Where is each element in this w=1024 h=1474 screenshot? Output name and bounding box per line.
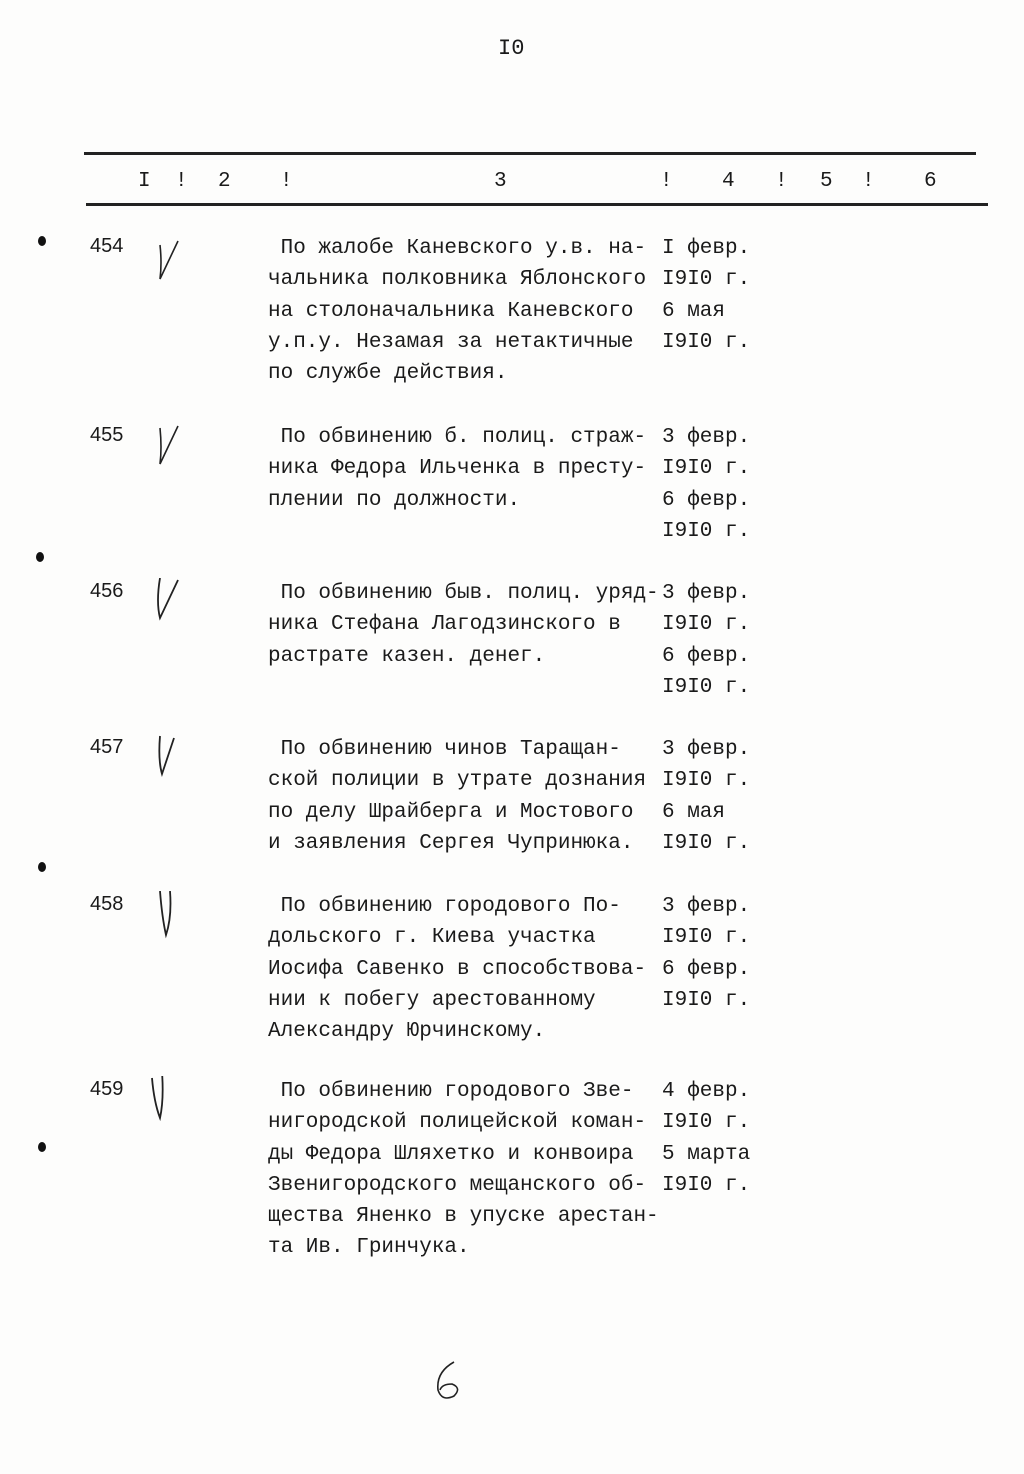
checkmark-icon [148,1076,188,1136]
entry-dates: 3 февр. I9I0 г. 6 февр. I9I0 г. [662,426,751,543]
binding-hole-mark [38,1142,46,1152]
checkmark-icon [148,734,188,794]
entry-number: 457 [90,736,124,758]
entry-description: По обвинению городового По- дольского г. Киева участка Иосифа Савенко в способствова- нии к побегу арестованному Александру Юрчинскому. [268,895,647,1044]
col-sep: ! [660,170,673,193]
entry-number: 459 [90,1078,124,1100]
entry-number: 458 [90,893,124,915]
col-header-6: 6 [924,170,937,193]
col-header-2: 2 [218,170,231,193]
entry-dates: 3 февр. I9I0 г. 6 февр. I9I0 г. [662,895,751,1012]
col-sep: ! [862,170,875,193]
entry-description: По обвинению городового Зве- нигородской полицейской коман- ды Федора Шляхетко и конвоира Звенигородского мещанского об- щества Яненко в упуске арестан- та Ив. Гринчука. [268,1080,659,1260]
entry-number: 456 [90,580,124,602]
entry-dates: I февр. I9I0 г. 6 мая I9I0 г. [662,237,751,354]
header-bottom-rule [86,203,988,206]
entry-description: По обвинению чинов Таращан- ской полиции в утрате дознания по делу Шрайберга и Мостового и заявления Сергея Чупринюка. [268,738,647,855]
entry-dates: 3 февр. I9I0 г. 6 февр. I9I0 г. [662,582,751,699]
col-header-5: 5 [820,170,833,193]
entry-description: По обвинению быв. полиц. уряд- ника Стефана Лагодзинского в растрате казен. денег. [268,582,659,668]
checkmark-icon [148,578,188,638]
col-header-1: I [138,170,151,193]
entry-dates: 3 февр. I9I0 г. 6 мая I9I0 г. [662,738,751,855]
col-sep: ! [280,170,293,193]
binding-hole-mark [38,236,46,246]
entry-number: 455 [90,424,124,446]
col-header-4: 4 [722,170,735,193]
binding-hole-mark [36,552,44,562]
entry-description: По обвинению б. полиц. страж- ника Федора Ильченка в престу- плении по должности. [268,426,647,512]
page-number: I0 [498,36,525,61]
entry-dates: 4 февр. I9I0 г. 5 марта I9I0 г. [662,1080,751,1197]
header-top-rule [84,152,976,155]
entry-number: 454 [90,235,124,257]
col-sep: ! [175,170,188,193]
entry-description: По жалобе Каневского у.в. на- чальника полковника Яблонского на столоначальника Каневского у.п.у. Незамая за нетактичные по службе действия. [268,237,647,386]
checkmark-icon [148,233,188,293]
handwritten-sheet-number [430,1358,470,1404]
checkmark-icon [148,422,188,482]
col-header-3: 3 [494,170,507,193]
binding-hole-mark [38,862,46,872]
col-sep: ! [775,170,788,193]
checkmark-icon [148,891,188,951]
